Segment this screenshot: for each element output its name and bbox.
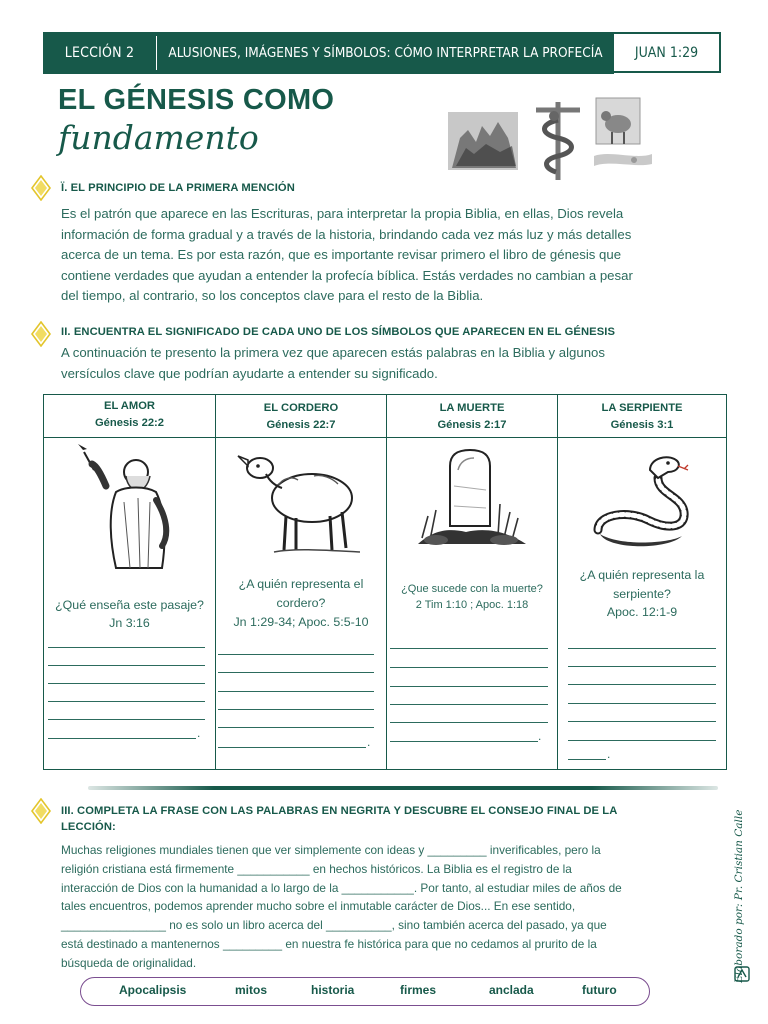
answer-line[interactable] <box>48 701 205 702</box>
answer-line[interactable] <box>390 667 548 668</box>
text-line: acerca de un tema. Es por esta razón, que es importante revisar primero el libro de génesis que <box>61 247 622 262</box>
section-divider <box>88 786 718 790</box>
word-bank-item: futuro <box>582 983 617 997</box>
column-reference: Génesis 2:17 <box>437 419 507 431</box>
section3-heading-line: LECCIÓN: <box>61 821 116 833</box>
text-line: contiene verdades que ayudan a entender la profecía bíblica. Estás verdades no cambian a pesar <box>61 267 633 283</box>
answer-line[interactable] <box>218 691 374 692</box>
question-text: ¿Qué enseña este pasaje? <box>55 598 204 612</box>
answer-line[interactable] <box>568 721 716 722</box>
word-bank-item: firmes <box>400 983 437 997</box>
header-row-divider <box>43 437 727 438</box>
lesson-label: LECCIÓN 2 <box>64 45 135 61</box>
answer-line[interactable] <box>390 704 548 705</box>
question-verse: Apoc. 12:1-9 <box>606 605 678 619</box>
text-line: interacción de Dios con la humanidad a lo largo de la ___________. Por tanto, al estudiar miles de años de <box>61 880 622 895</box>
diamond-bullet-icon <box>31 798 51 824</box>
text-line: A continuación te presento la primera vez que aparecen estás palabras en la Biblia y algunos <box>61 345 605 360</box>
section1-heading: Ï. EL PRINCIPIO DE LA PRIMERA MENCIÓN <box>61 182 295 194</box>
question-love <box>44 596 215 632</box>
section3-heading-line: III. COMPLETA LA FRASE CON LAS PALABRAS EN NEGRITA Y DESCUBRE EL CONSEJO FINAL DE LA <box>61 805 618 817</box>
question-text: ¿A quién representa el <box>238 577 364 591</box>
question-text: cordero? <box>276 596 326 610</box>
lamb-altar-icon <box>592 94 654 182</box>
serpent-icon <box>588 450 692 554</box>
end-mark: . <box>367 735 371 749</box>
question-text: ¿A quién representa la <box>579 568 705 582</box>
text-line: Muchas religiones mundiales tienen que ver simplemente con ideas y _________ inverificables, pero la <box>61 843 601 857</box>
question-text: serpiente? <box>613 586 671 601</box>
answer-line[interactable] <box>568 666 716 667</box>
word-bank-item: historia <box>311 983 355 997</box>
page-title-script: fundamento <box>58 118 259 157</box>
author-logo-icon <box>734 966 750 982</box>
header-bar <box>43 32 614 74</box>
text-line: versículos clave que podrían ayudarte a entender su significado. <box>61 365 438 381</box>
text-line: información de forma gradual y a través de la historia, brindando cada vez más luz y más detalles <box>61 226 632 242</box>
word-bank-item: Apocalipsis <box>119 983 187 997</box>
column-header-love <box>44 398 215 432</box>
question-verse: Jn 1:29-34; Apoc. 5:5-10 <box>233 615 369 629</box>
sacrifice-scene-icon <box>446 108 522 174</box>
question-death <box>387 581 557 613</box>
section1-body <box>61 204 731 307</box>
page-title: EL GÉNESIS COMO <box>58 84 335 116</box>
text-line: tales encuentros, podemos aprender mucho sobre el inmutable carácter de Dios... En ese sentido, <box>61 899 576 914</box>
author-credit: Elaborado por: Pr. Cristian Calle <box>733 809 745 983</box>
text-line: del tiempo, al contrario, so los conceptos clave para el resto de la Biblia. <box>61 288 484 303</box>
answer-line[interactable] <box>568 740 716 741</box>
column-name: LA SERPIENTE <box>601 402 683 414</box>
answer-line[interactable] <box>48 683 205 684</box>
answer-line[interactable] <box>48 647 205 648</box>
answer-line[interactable] <box>48 665 205 666</box>
answer-line[interactable] <box>48 738 196 739</box>
question-text: ¿Que sucede con la muerte? <box>401 583 543 595</box>
column-header-lamb <box>216 400 386 434</box>
answer-line[interactable] <box>390 686 548 687</box>
column-reference: Génesis 3:1 <box>610 419 674 431</box>
abraham-knife-icon <box>66 442 190 572</box>
column-name: EL AMOR <box>104 400 155 412</box>
lesson-title: ALUSIONES, IMÁGENES Y SÍMBOLOS: CÓMO INTERPRETAR LA PROFECÍA <box>168 45 603 61</box>
column-header-death <box>387 400 557 434</box>
end-mark: . <box>197 726 201 740</box>
answer-line[interactable] <box>218 747 366 748</box>
answer-line[interactable] <box>568 648 716 649</box>
question-serpent <box>558 566 726 622</box>
answer-line[interactable] <box>568 759 606 760</box>
answer-line[interactable] <box>390 722 548 723</box>
answer-line[interactable] <box>390 741 538 742</box>
section3-body <box>61 841 721 973</box>
column-header-serpent <box>558 400 726 434</box>
answer-line[interactable] <box>218 654 374 655</box>
text-line: Es el patrón que aparece en las Escrituras, para interpretar la propia Biblia, en ellas, Dios revela <box>61 206 624 221</box>
question-verse: Jn 3:16 <box>109 616 150 630</box>
section2-body <box>61 343 731 384</box>
word-bank-item: anclada <box>489 983 534 997</box>
text-line: está destinado a mantenernos _________ en nuestra fe histórica para que no cedamos al prurito de la <box>61 936 597 951</box>
column-name: EL CORDERO <box>263 402 339 414</box>
section3-heading <box>61 803 617 835</box>
answer-line[interactable] <box>218 672 374 673</box>
diamond-bullet-icon <box>31 175 51 201</box>
word-bank-item: mitos <box>235 983 268 997</box>
text-line: ________________ no es solo un libro acerca del __________, sino también acerca del pasado, ya que <box>61 918 607 933</box>
column-reference: Génesis 22:2 <box>94 417 165 429</box>
answer-line[interactable] <box>48 719 205 720</box>
answer-line[interactable] <box>568 684 716 685</box>
answer-line[interactable] <box>390 648 548 649</box>
answer-line[interactable] <box>218 709 374 710</box>
lamb-icon <box>234 446 366 558</box>
text-line: religión cristiana está firmemente ___________ en hechos históricos. La Biblia es el registro de la <box>61 861 572 876</box>
answer-line[interactable] <box>218 727 374 728</box>
section2-heading: II. ENCUENTRA EL SIGNIFICADO DE CADA UNO DE LOS SÍMBOLOS QUE APARECEN EN EL GÉNESIS <box>61 326 616 338</box>
bronze-serpent-icon <box>528 98 588 184</box>
tombstone-icon <box>414 446 530 550</box>
end-mark: . <box>538 729 542 743</box>
column-name: LA MUERTE <box>439 402 505 414</box>
question-lamb <box>216 575 386 632</box>
text-line: búsqueda de originalidad. <box>61 955 197 970</box>
answer-line[interactable] <box>568 703 716 704</box>
column-reference: Génesis 22:7 <box>266 419 336 431</box>
diamond-bullet-icon <box>31 321 51 347</box>
bible-reference: JUAN 1:29 <box>612 32 721 73</box>
question-verse: 2 Tim 1:10 ; Apoc. 1:18 <box>415 599 529 611</box>
end-mark: . <box>607 747 611 761</box>
